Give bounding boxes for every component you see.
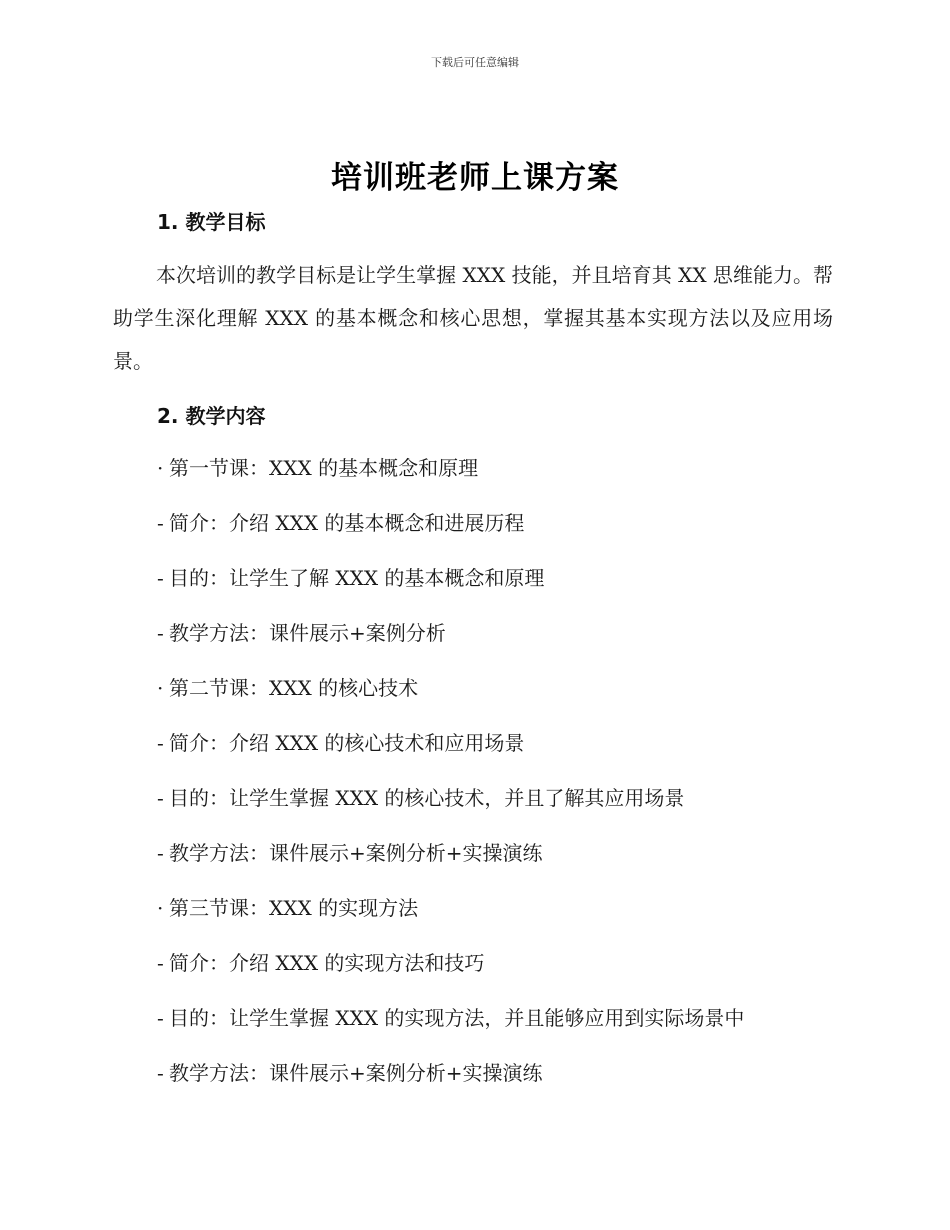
list-item-text: 教学方法：课件展示+案例分析+实操演练 xyxy=(169,841,543,865)
header-note: 下载后可任意编辑 xyxy=(431,56,519,69)
list-item xyxy=(157,784,857,839)
list-item-text: 第二节课：XXX 的核心技术 xyxy=(169,676,419,700)
list-item-text: 简介：介绍 XXX 的实现方法和技巧 xyxy=(169,951,485,975)
dash-marker: - xyxy=(157,841,164,865)
bullet-marker: · xyxy=(157,896,164,920)
bullet-marker: · xyxy=(157,456,164,480)
section-heading-teaching-content: 2. 教学内容 xyxy=(157,404,266,428)
list-item xyxy=(157,454,857,509)
list-item-text: 简介：介绍 XXX 的核心技术和应用场景 xyxy=(169,731,525,755)
teaching-goals-paragraph: 本次培训的教学目标是让学生掌握 XXX 技能，并且培育其 XX 思维能力。帮助学生深化理解 XXX 的基本概念和核心思想，掌握其基本实现方法以及应用场景。 xyxy=(113,263,833,373)
dash-marker: - xyxy=(157,1006,164,1030)
list-item xyxy=(157,1004,857,1059)
dash-marker: - xyxy=(157,951,164,975)
list-item xyxy=(157,1059,857,1114)
document-title: 培训班老师上课方案 xyxy=(331,160,619,196)
list-item xyxy=(157,949,857,1004)
list-item-text: 目的：让学生了解 XXX 的基本概念和原理 xyxy=(169,566,545,590)
dash-marker: - xyxy=(157,621,164,645)
list-item xyxy=(157,564,857,619)
section-heading-teaching-goals: 1. 教学目标 xyxy=(157,210,266,234)
list-item-text: 目的：让学生掌握 XXX 的实现方法，并且能够应用到实际场景中 xyxy=(169,1006,745,1030)
list-item-text: 简介：介绍 XXX 的基本概念和进展历程 xyxy=(169,511,525,535)
dash-marker: - xyxy=(157,1061,164,1085)
list-item-text: 目的：让学生掌握 XXX 的核心技术，并且了解其应用场景 xyxy=(169,786,685,810)
list-item xyxy=(157,894,857,949)
list-item-text: 教学方法：课件展示+案例分析+实操演练 xyxy=(169,1061,543,1085)
list-item xyxy=(157,729,857,784)
list-item-text: 教学方法：课件展示+案例分析 xyxy=(169,621,446,645)
dash-marker: - xyxy=(157,786,164,810)
bullet-marker: · xyxy=(157,676,164,700)
list-item xyxy=(157,674,857,729)
dash-marker: - xyxy=(157,731,164,755)
list-item-text: 第三节课：XXX 的实现方法 xyxy=(169,896,419,920)
list-item xyxy=(157,619,857,674)
list-item-text: 第一节课：XXX 的基本概念和原理 xyxy=(169,456,479,480)
dash-marker: - xyxy=(157,511,164,535)
dash-marker: - xyxy=(157,566,164,590)
teaching-content-list xyxy=(157,454,857,1114)
list-item xyxy=(157,839,857,894)
list-item xyxy=(157,509,857,564)
